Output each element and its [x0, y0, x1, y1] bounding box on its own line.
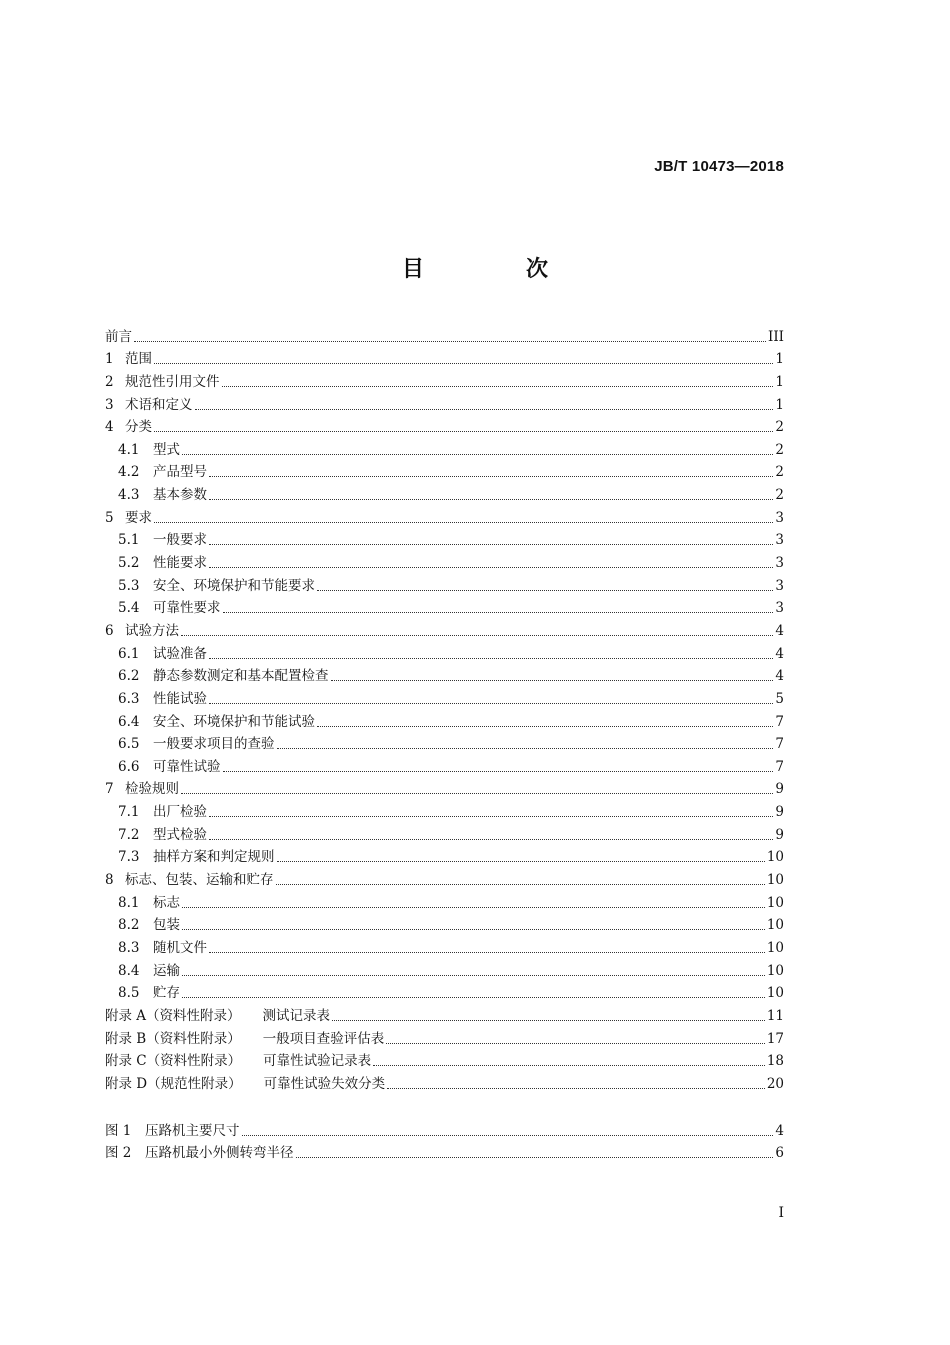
dot-leader [209, 658, 773, 659]
toc-entry-title: 运输 [153, 962, 180, 979]
toc-entry[interactable] [105, 821, 784, 844]
toc-entry-title: 标志 [153, 894, 180, 911]
toc-entry-page: III [768, 328, 784, 345]
toc-entry-number: 6 [105, 622, 114, 639]
toc-entry[interactable] [105, 323, 784, 346]
toc-entry[interactable] [105, 617, 784, 640]
toc-entry-title: 包装 [153, 917, 180, 934]
toc-entry-title: 安全、环境保护和节能试验 [153, 713, 315, 730]
toc-entry-number: 3 [105, 396, 114, 413]
toc-entry-title: 规范性引用文件 [125, 373, 220, 390]
toc-entry[interactable] [105, 685, 784, 708]
toc-entry-page: 10 [766, 962, 784, 979]
dot-leader [209, 476, 773, 477]
toc-entry-number: 7.3 [118, 849, 140, 866]
dot-leader [182, 907, 765, 908]
dot-leader [317, 726, 773, 727]
toc-entry-number: 1 [105, 351, 114, 368]
dot-leader [209, 544, 773, 545]
toc-entry-title: 压路机主要尺寸 [145, 1122, 240, 1139]
toc-entry-number: 5 [105, 509, 114, 526]
dot-leader [182, 997, 765, 998]
toc-entry[interactable] [105, 934, 784, 957]
figure-list [105, 1117, 784, 1162]
dot-leader [209, 703, 773, 704]
toc-entry-title: 性能要求 [153, 555, 207, 572]
dot-leader [317, 590, 773, 591]
dot-leader [182, 975, 765, 976]
toc-entry-page: 10 [766, 985, 784, 1002]
toc-entry[interactable] [105, 798, 784, 821]
toc-entry-title: 测试记录表 [262, 1007, 331, 1024]
toc-entry[interactable] [105, 1140, 784, 1163]
toc-entry-title: 抽样方案和判定规则 [153, 849, 275, 866]
toc-entry-page: 4 [775, 1122, 784, 1139]
toc-entry-number: 6.6 [118, 758, 140, 775]
toc-entry[interactable] [105, 1070, 784, 1093]
toc-entry[interactable] [105, 436, 784, 459]
toc-entry-page: 10 [766, 872, 784, 889]
toc-entry-number: 4.2 [118, 464, 140, 481]
dot-leader [277, 861, 765, 862]
toc-entry-page: 4 [775, 622, 784, 639]
dot-leader [296, 1157, 774, 1158]
dot-leader [209, 952, 765, 953]
toc-entry-title: 基本参数 [153, 487, 207, 504]
toc-entry-number: 4.3 [118, 487, 140, 504]
toc-entry-number: 图 2 [105, 1145, 132, 1162]
toc-entry-number: 5.1 [118, 532, 140, 549]
toc-entry-number: 2 [105, 373, 114, 390]
toc-entry-page: 18 [766, 1053, 784, 1070]
toc-entry-title: 可靠性试验 [153, 758, 221, 775]
toc-entry-number: 5.4 [118, 600, 140, 617]
toc-entry-page: 3 [775, 555, 784, 572]
toc-entry-title: 标志、包装、运输和贮存 [125, 872, 274, 889]
dot-leader [209, 499, 773, 500]
dot-leader [154, 522, 773, 523]
dot-leader [387, 1088, 765, 1089]
toc-entry-page: 5 [775, 690, 784, 707]
toc-entry[interactable] [105, 368, 784, 391]
toc-entry-number: 6.4 [118, 713, 140, 730]
dot-leader [331, 680, 774, 681]
toc-entry-title: 型式 [153, 441, 180, 458]
dot-leader [386, 1043, 765, 1044]
toc-entry-number: 8.3 [118, 939, 140, 956]
table-of-contents [105, 323, 784, 1093]
toc-entry-title: 可靠性试验失效分类 [263, 1075, 386, 1092]
toc-entry-page: 7 [775, 736, 784, 753]
dot-leader [223, 612, 774, 613]
toc-entry-title: 安全、环境保护和节能要求 [153, 577, 315, 594]
toc-entry-title: 前言 [105, 328, 132, 345]
toc-entry-number: 8.5 [118, 985, 140, 1002]
toc-entry[interactable] [105, 663, 784, 686]
dot-leader [209, 816, 773, 817]
toc-entry-page: 2 [775, 464, 784, 481]
dot-leader [277, 748, 774, 749]
toc-entry-title: 分类 [125, 419, 152, 436]
toc-entry[interactable] [105, 1025, 784, 1048]
toc-entry-title: 可靠性要求 [153, 600, 221, 617]
dot-leader [154, 431, 773, 432]
toc-entry-number: 8.1 [118, 894, 140, 911]
toc-entry-number: 8 [105, 872, 114, 889]
toc-entry-number: 6.1 [118, 645, 140, 662]
toc-entry-title: 试验准备 [153, 645, 207, 662]
dot-leader [181, 635, 773, 636]
toc-entry-page: 10 [766, 917, 784, 934]
toc-entry-title: 要求 [125, 509, 152, 526]
toc-entry-page: 2 [775, 441, 784, 458]
toc-entry[interactable] [105, 1117, 784, 1140]
dot-leader [195, 409, 774, 410]
toc-entry-number: 4.1 [118, 441, 140, 458]
toc-entry-number: 5.3 [118, 577, 140, 594]
dot-leader [209, 567, 773, 568]
toc-entry-title: 压路机最小外侧转弯半径 [145, 1145, 294, 1162]
toc-entry-page: 7 [775, 713, 784, 730]
toc-entry-title: 型式检验 [153, 826, 207, 843]
dot-leader [276, 884, 765, 885]
toc-entry-number: 4 [105, 419, 114, 436]
toc-entry-number: 6.5 [118, 736, 140, 753]
toc-entry-page: 3 [775, 509, 784, 526]
dot-leader [154, 363, 773, 364]
toc-entry-page: 3 [775, 532, 784, 549]
toc-entry-title: 试验方法 [125, 622, 179, 639]
toc-entry[interactable] [105, 957, 784, 980]
toc-entry[interactable] [105, 776, 784, 799]
toc-entry-page: 1 [775, 373, 784, 390]
toc-entry-number: 6.3 [118, 690, 140, 707]
page-number: I [778, 1205, 784, 1221]
toc-entry-title: 范围 [125, 351, 152, 368]
toc-entry-page: 3 [775, 600, 784, 617]
toc-entry-title: 一般项目查验评估表 [262, 1030, 385, 1047]
toc-entry-number: 附录 A（资料性附录） [105, 1007, 241, 1024]
toc-entry-page: 4 [775, 645, 784, 662]
toc-entry[interactable] [105, 595, 784, 618]
toc-entry-page: 9 [775, 826, 784, 843]
toc-entry-title: 一般要求项目的查验 [153, 736, 275, 753]
toc-entry-title: 贮存 [153, 985, 180, 1002]
toc-entry[interactable] [105, 346, 784, 369]
toc-entry[interactable] [105, 391, 784, 414]
toc-entry-page: 3 [775, 577, 784, 594]
toc-entry[interactable] [105, 889, 784, 912]
toc-entry-page: 1 [775, 396, 784, 413]
toc-entry-number: 5.2 [118, 555, 140, 572]
toc-entry-page: 2 [775, 487, 784, 504]
toc-entry-title: 随机文件 [153, 939, 207, 956]
toc-entry[interactable] [105, 481, 784, 504]
toc-entry[interactable] [105, 640, 784, 663]
toc-entry-page: 20 [766, 1075, 784, 1092]
toc-entry-number: 7.2 [118, 826, 140, 843]
toc-entry-title: 检验规则 [125, 781, 179, 798]
toc-entry-title: 静态参数测定和基本配置检查 [153, 668, 329, 685]
dot-leader [134, 341, 766, 342]
toc-entry-page: 9 [775, 781, 784, 798]
toc-entry[interactable] [105, 1002, 784, 1025]
toc-entry-page: 9 [775, 804, 784, 821]
toc-entry-title: 一般要求 [153, 532, 207, 549]
toc-entry[interactable] [105, 731, 784, 754]
toc-entry-page: 2 [775, 419, 784, 436]
toc-entry-number: 7 [105, 781, 114, 798]
dot-leader [223, 771, 774, 772]
toc-entry-number: 附录 B（资料性附录） [105, 1030, 241, 1047]
toc-entry-number: 6.2 [118, 668, 140, 685]
dot-leader [209, 839, 773, 840]
toc-entry[interactable] [105, 980, 784, 1003]
toc-entry[interactable] [105, 572, 784, 595]
toc-entry[interactable] [105, 504, 784, 527]
toc-entry[interactable] [105, 549, 784, 572]
toc-entry-title: 可靠性试验记录表 [263, 1053, 372, 1070]
toc-entry-page: 11 [766, 1007, 784, 1024]
toc-entry-number: 8.2 [118, 917, 140, 934]
dot-leader [332, 1020, 765, 1021]
toc-entry-page: 10 [766, 939, 784, 956]
toc-entry[interactable] [105, 1048, 784, 1071]
page-title: 目 次 [401, 257, 588, 282]
toc-entry-number: 8.4 [118, 962, 140, 979]
toc-entry-page: 10 [766, 849, 784, 866]
dot-leader [242, 1135, 774, 1136]
toc-entry[interactable] [105, 866, 784, 889]
toc-entry-number: 附录 D（规范性附录） [105, 1075, 242, 1092]
dot-leader [182, 454, 773, 455]
toc-entry[interactable] [105, 527, 784, 550]
toc-entry[interactable] [105, 708, 784, 731]
toc-entry-number: 7.1 [118, 804, 140, 821]
standard-code: JB/T 10473—2018 [654, 158, 784, 175]
toc-entry-page: 6 [775, 1145, 784, 1162]
toc-entry[interactable] [105, 459, 784, 482]
dot-leader [182, 929, 765, 930]
toc-entry-page: 10 [766, 894, 784, 911]
toc-entry-number: 附录 C（资料性附录） [105, 1053, 242, 1070]
toc-entry-page: 7 [775, 758, 784, 775]
toc-entry[interactable] [105, 844, 784, 867]
toc-entry[interactable] [105, 414, 784, 437]
toc-entry-page: 1 [775, 351, 784, 368]
toc-entry-title: 产品型号 [153, 464, 207, 481]
toc-entry-number: 图 1 [105, 1122, 132, 1139]
dot-leader [181, 793, 773, 794]
toc-entry-title: 出厂检验 [153, 804, 207, 821]
toc-entry[interactable] [105, 753, 784, 776]
toc-entry-page: 17 [766, 1030, 784, 1047]
toc-entry-title: 性能试验 [153, 690, 207, 707]
toc-entry-title: 术语和定义 [125, 396, 193, 413]
dot-leader [222, 386, 774, 387]
dot-leader [373, 1065, 765, 1066]
toc-entry[interactable] [105, 912, 784, 935]
toc-entry-page: 4 [775, 668, 784, 685]
